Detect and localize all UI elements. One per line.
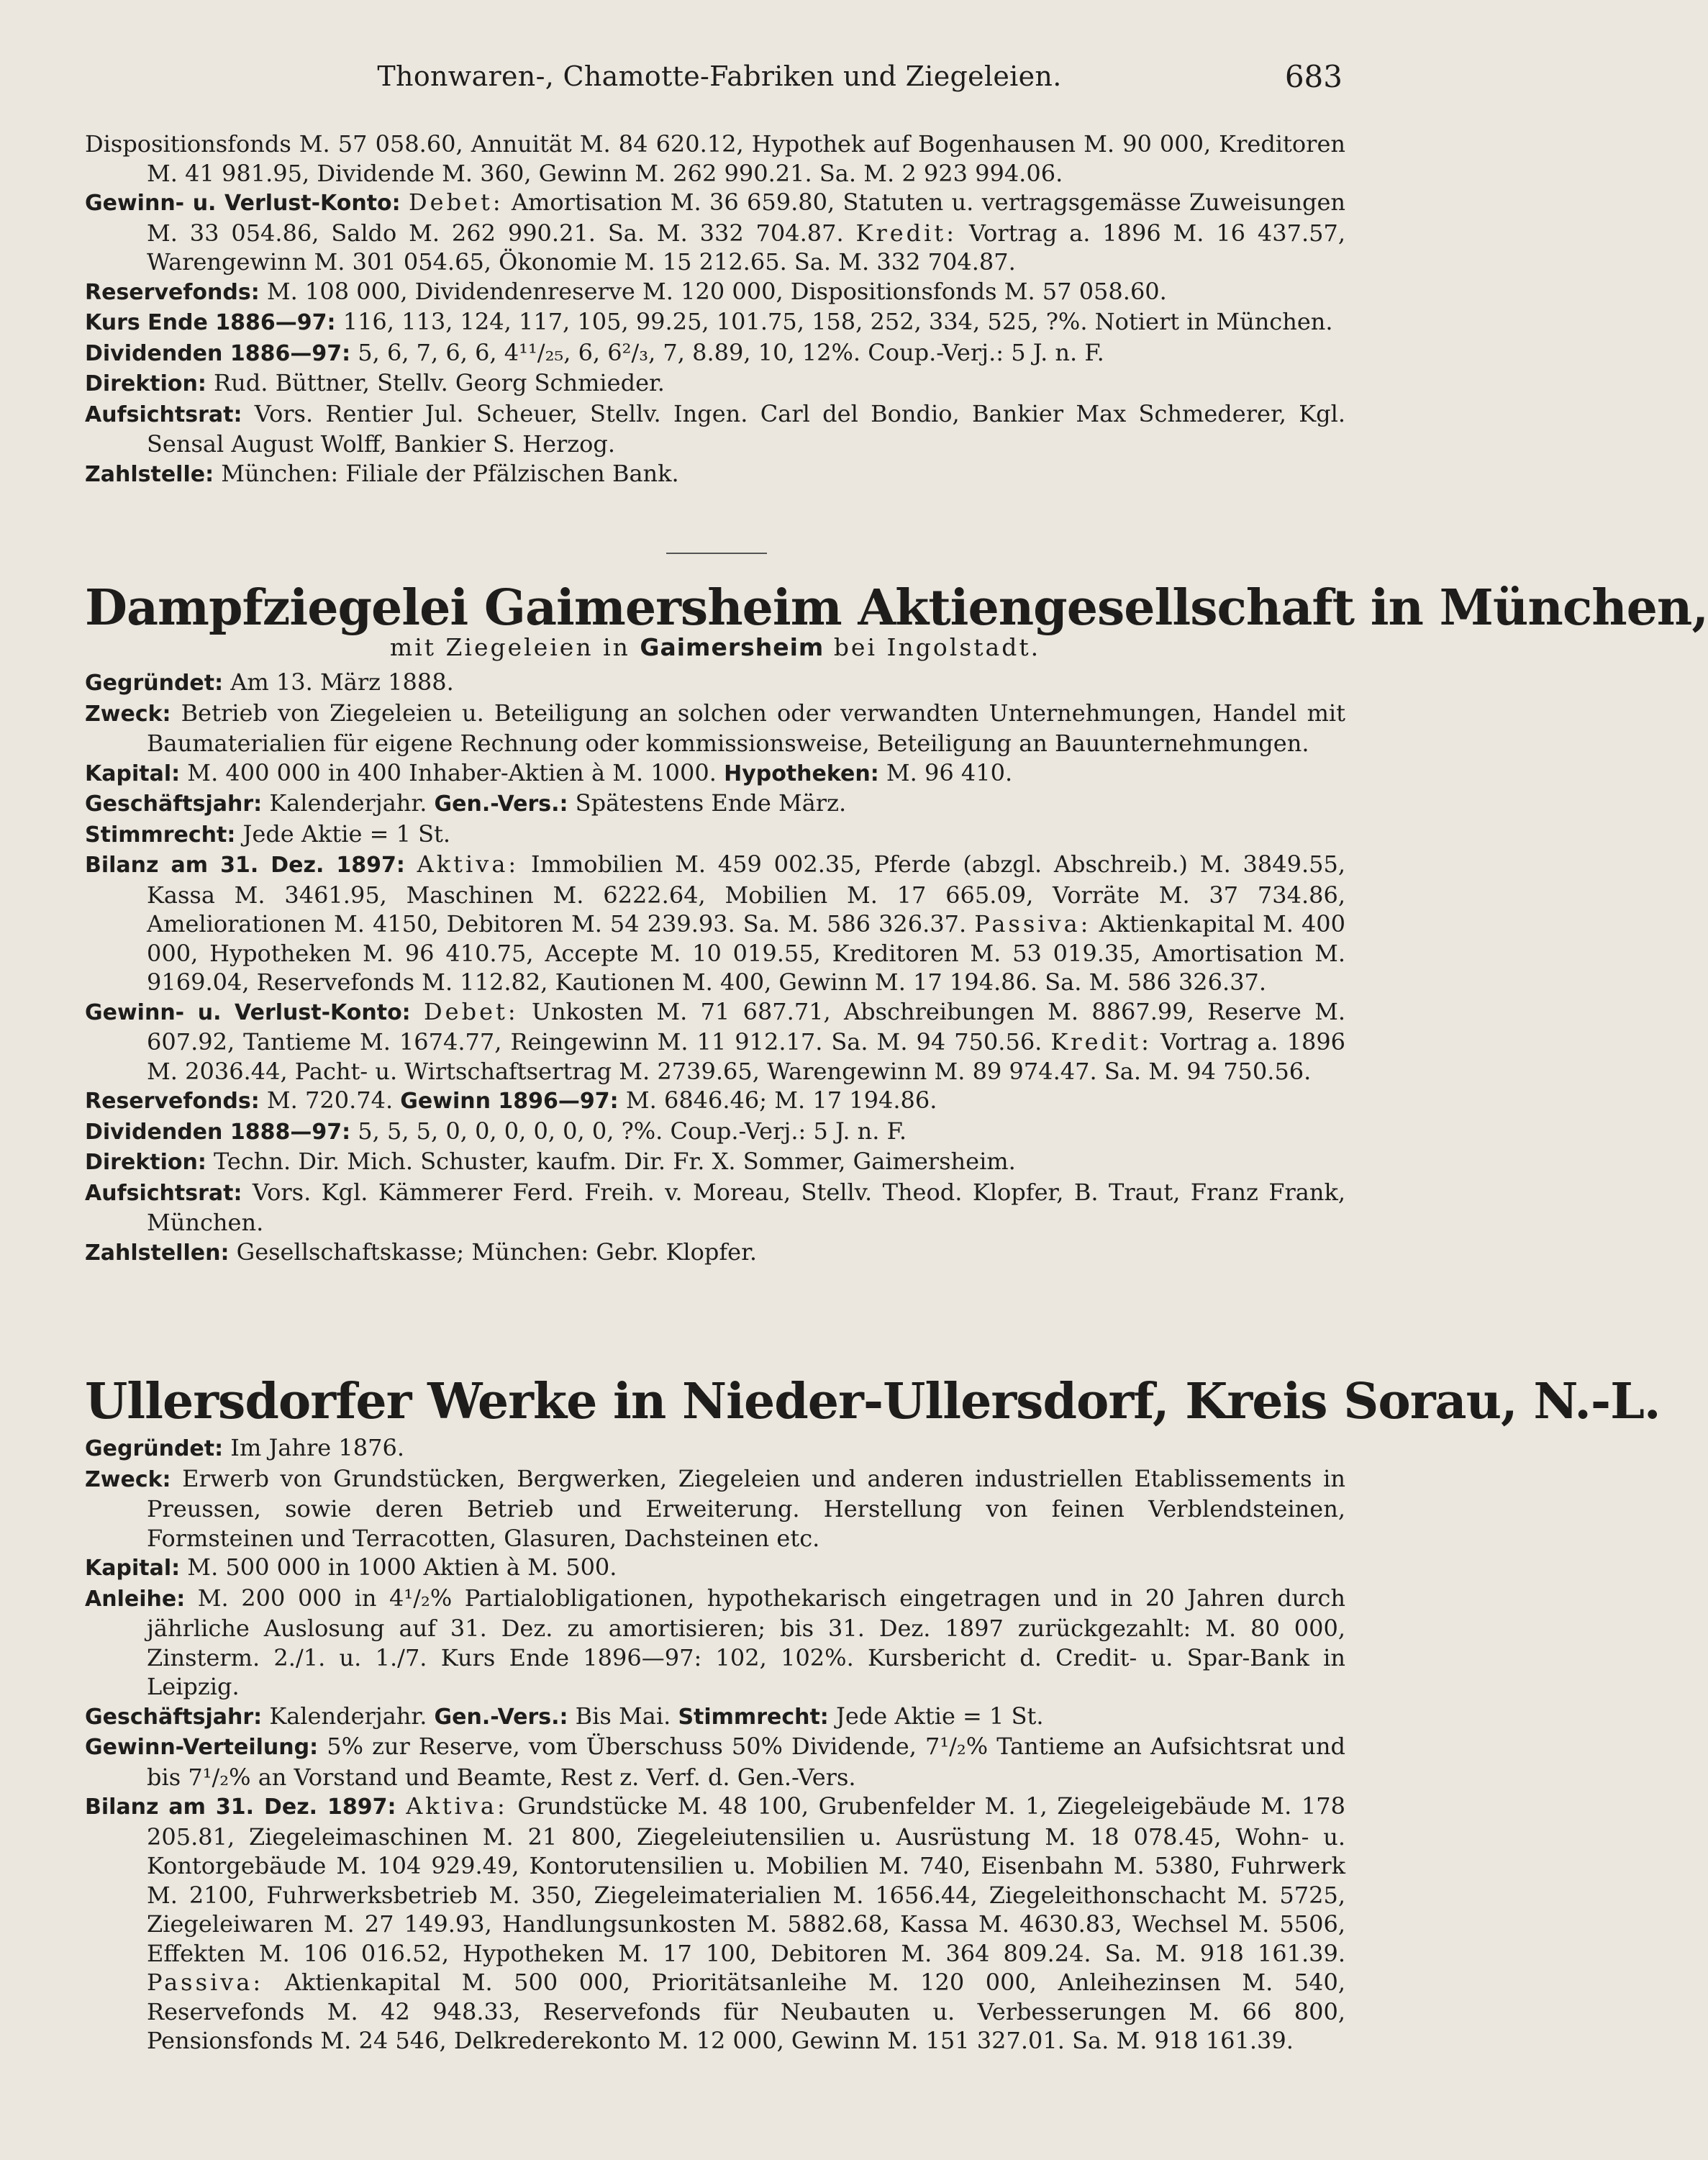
entry-line: Aufsichtsrat: Vors. Kgl. Kämmerer Ferd. Freih. v. Moreau, Stellv. Theod. Klopfer, B. Traut, Franz Frank, München. [85, 1178, 1346, 1236]
entry-line: Reservefonds: M. 720.74. Gewinn 1896—97: M. 6846.46; M. 17 194.86. [85, 1086, 937, 1114]
entry-line: Bilanz am 31. Dez. 1897: Aktiva: Grundstücke M. 48 100, Grubenfelder M. 1, Ziegeleigebäude M. 178 205.81, Ziegeleimaschinen M. 21 800, Ziegeleiutensilien u. Ausrüstung M. 18 078.45, Wohn- u. Kontorgebäude M. 104 929.49, Kontorutensilien u. Mobilien M. 740, Eisenbahn M. 5380, Fuhrwerk M. 2100, Fuhrwerksbetrieb M. 350, Ziegeleimaterialien M. 1656.44, Ziegeleithonschacht M. 5725, Ziegeleiwaren M. 27 149.93, Handlungsunkosten M. 5882.68, Kassa M. 4630.83, Wechsel M. 5506, Effekten M. 106 016.52, Hypotheken M. 17 100, Debitoren M. 364 809.24. Sa. M. 918 161.39. Passiva: Aktienkapital M. 500 000, Prioritätsanleihe M. 120 000, Anleihezinsen M. 540, Reservefonds M. 42 948.33, Reservefonds für Neubauten u. Verbesserungen M. 66 800, Pensionsfonds M. 24 546, Delkrederekonto M. 12 000, Gewinn M. 151 327.01. Sa. M. 918 161.39. [85, 1792, 1346, 2054]
entry-line: Direktion: Techn. Dir. Mich. Schuster, kaufm. Dir. Fr. X. Sommer, Gaimersheim. [85, 1148, 1016, 1175]
entry-line: Zahlstellen: Gesellschaftskasse; München: Gebr. Klopfer. [85, 1238, 758, 1266]
prev-company-entries [85, 130, 1345, 489]
entry-line: Zahlstelle: München: Filiale der Pfälzischen Bank. [85, 459, 679, 487]
company1-entries [85, 668, 1345, 1268]
entry-line: Zweck: Erwerb von Grundstücken, Bergwerken, Ziegeleien und anderen industriellen Etablissements in Preussen, sowie deren Betrieb und Erweiterung. Herstellung von feinen Verblendsteinen, Formsteinen und Terracotten, Glasuren, Dachsteinen etc. [85, 1464, 1345, 1552]
entry-line: Dispositionsfonds M. 57 058.60, Annuität M. 84 620.12, Hypothek auf Bogenhausen M. 90 000, Kreditoren M. 41 981.95, Dividende M. 360, Gewinn M. 262 990.21. Sa. M. 2 923 994.06. [85, 130, 1345, 187]
entry-line: Stimmrecht: Jede Aktie = 1 St. [85, 820, 451, 848]
company-title: Dampfziegelei Gaimersheim Aktiengesellschaft in München, [85, 579, 1708, 637]
entry-line: Geschäftsjahr: Kalenderjahr. Gen.-Vers.: Spätestens Ende März. [85, 789, 847, 817]
entry-line: Gewinn-Verteilung: 5% zur Reserve, vom Überschuss 50% Dividende, 7¹/₂% Tantieme an Aufsichtsrat und bis 7¹/₂% an Vorstand und Beamte, Rest z. Verf. d. Gen.-Vers. [85, 1733, 1346, 1791]
entry-line: Gewinn- u. Verlust-Konto: Debet: Unkosten M. 71 687.71, Abschreibungen M. 8867.99, Reserve M. 607.92, Tantieme M. 1674.77, Reingewinn M. 11 912.17. Sa. M. 94 750.56. Kredit: Vortrag a. 1896 M. 2036.44, Pacht- u. Wirtschaftsertrag M. 2739.65, Warengewinn M. 89 974.47. Sa. M. 94 750.56. [85, 997, 1346, 1085]
entry-line: Bilanz am 31. Dez. 1897: Aktiva: Immobilien M. 459 002.35, Pferde (abzgl. Abschreib.) M. 3849.55, Kassa M. 3461.95, Maschinen M. 6222.64, Mobilien M. 17 665.09, Vorräte M. 37 734.86, Ameliorationen M. 4150, Debitoren M. 54 239.93. Sa. M. 586 326.37. Passiva: Aktienkapital M. 400 000, Hypotheken M. 96 410.75, Accepte M. 10 019.55, Kreditoren M. 53 019.35, Amortisation M. 9169.04, Reservefonds M. 112.82, Kautionen M. 400, Gewinn M. 17 194.86. Sa. M. 586 326.37. [85, 850, 1346, 996]
entry-line: Kapital: M. 400 000 in 400 Inhaber-Aktien à M. 1000. Hypotheken: M. 96 410. [85, 758, 1013, 786]
page-number: 683 [1284, 59, 1343, 94]
entry-line: Gegründet: Im Jahre 1876. [85, 1434, 404, 1461]
entry-line: Direktion: Rud. Büttner, Stellv. Georg Schmieder. [85, 369, 665, 396]
entry-line: Anleihe: M. 200 000 in 4¹/₂% Partialobligationen, hypothekarisch eingetragen und in 20 Jahren durch jährliche Auslosung auf 31. Dez. zu amortisieren; bis 31. Dez. 1897 zurückgezahlt: M. 80 000, Zinsterm. 2./1. u. 1./7. Kurs Ende 1896—97: 102, 102%. Kursbericht d. Credit- u. Spar-Bank in Leipzig. [85, 1584, 1346, 1700]
running-title: Thonwaren-, Chamotte-Fabriken und Ziegeleien. [377, 60, 1062, 92]
entry-line: Gegründet: Am 13. März 1888. [85, 668, 454, 696]
company2-entries [85, 1433, 1345, 2056]
entry-line: Gewinn- u. Verlust-Konto: Debet: Amortisation M. 36 659.80, Statuten u. vertragsgemässe Zuweisungen M. 33 054.86, Saldo M. 262 990.21. Sa. M. 332 704.87. Kredit: Vortrag a. 1896 M. 16 437.57, Warengewinn M. 301 054.65, Ökonomie M. 15 212.65. Sa. M. 332 704.87. [85, 189, 1346, 276]
company-title: Ullersdorfer Werke in Nieder-Ullersdorf, Kreis Sorau, N.-L. [85, 1373, 1661, 1430]
entry-line: Dividenden 1888—97: 5, 5, 5, 0, 0, 0, 0, 0, 0, ?%. Coup.-Verj.: 5 J. n. F. [85, 1117, 907, 1145]
entry-line: Geschäftsjahr: Kalenderjahr. Gen.-Vers.: Bis Mai. Stimmrecht: Jede Aktie = 1 St. [85, 1702, 1044, 1730]
entry-line: Kapital: M. 500 000 in 1000 Aktien à M. 500. [85, 1553, 617, 1581]
company-subtitle: mit Ziegeleien in Gaimersheim bei Ingolstadt. [389, 633, 1041, 661]
section-divider [666, 553, 767, 554]
entry-line: Zweck: Betrieb von Ziegeleien u. Beteiligung an solchen oder verwandten Unternehmungen, Handel mit Baumaterialien für eigene Rechnung oder kommissionsweise, Beteiligung an Bauunternehmungen. [85, 699, 1346, 757]
entry-line: Reservefonds: M. 108 000, Dividendenreserve M. 120 000, Dispositionsfonds M. 57 058.60. [85, 277, 1167, 305]
entry-line: Aufsichtsrat: Vors. Rentier Jul. Scheuer, Stellv. Ingen. Carl del Bondio, Bankier Max Schmederer, Kgl. Sensal August Wolff, Bankier S. Herzog. [85, 399, 1346, 458]
entry-line: Kurs Ende 1886—97: 116, 113, 124, 117, 105, 99.25, 101.75, 158, 252, 334, 525, ?%. Notiert in München. [85, 308, 1333, 335]
entry-line: Dividenden 1886—97: 5, 6, 7, 6, 6, 4¹¹/₂₅, 6, 6²/₃, 7, 8.89, 10, 12%. Coup.-Verj.: 5 J. n. F. [85, 338, 1104, 366]
